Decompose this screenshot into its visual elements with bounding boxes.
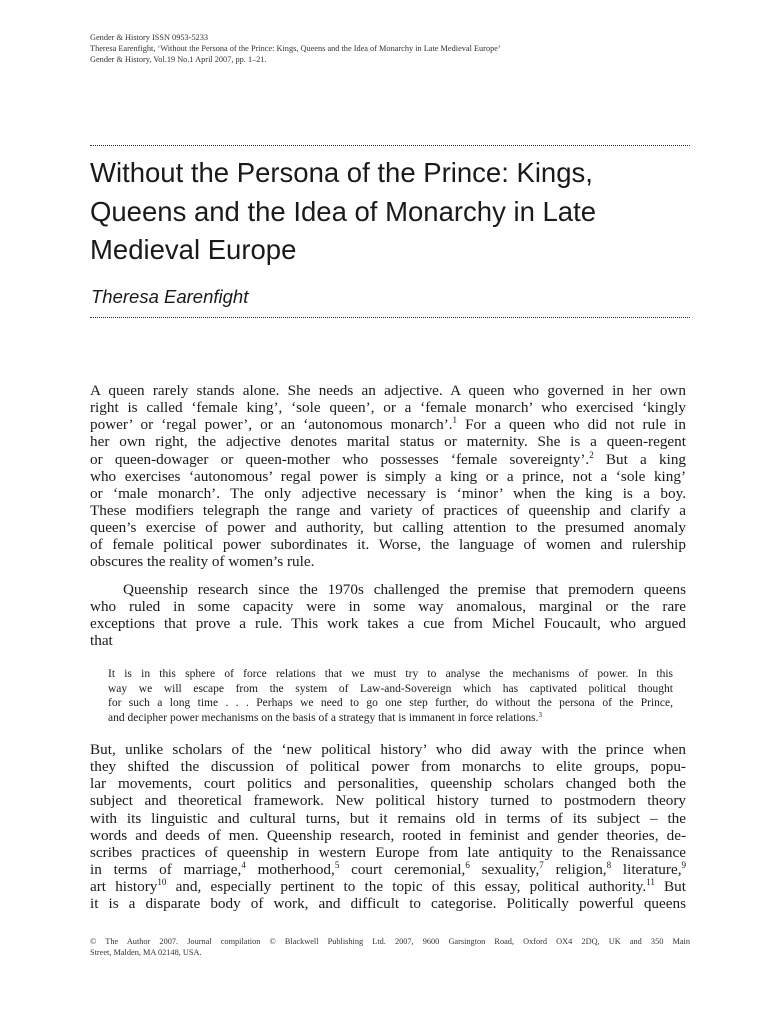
block-quote	[108, 667, 673, 725]
text-line: or queen-dowager or queen-mother who possesses ‘female sovereignty’.$^2$ But a king	[90, 450, 686, 468]
text-line: they shifted the discussion of political power from monarchs to elite groups, popu-	[90, 758, 686, 776]
text-line: with its linguistic and cultural turns, but it remains old in terms of its subject – the	[90, 809, 686, 827]
paragraph-1	[90, 382, 686, 571]
copyright-line: © The Author 2007. Journal compilation © Blackwell Publishing Ltd. 2007, 9600 Garsington Road, Oxford OX4 2DQ, UK and 350 Main	[90, 937, 690, 946]
text-line: obscures the reality of women’s rule.	[90, 553, 315, 571]
footnote-ref[interactable]: 7	[539, 860, 544, 870]
text-line: queen’s exercise of power and authority, but calling attention to the presumed anomaly	[90, 519, 686, 537]
quote-line: It is in this sphere of force relations that we must try to analyse the mechanisms of power. In this	[108, 668, 673, 680]
text-line: right is called ‘female king’, ‘sole queen’, or a ‘female monarch’ who exercised ‘kingly	[90, 399, 686, 417]
title-line-1: Without the Persona of the Prince: Kings,	[90, 157, 593, 188]
text-line: Queenship research since the 1970s challenged the premise that premodern queens	[123, 581, 686, 598]
footnote-ref[interactable]: 9	[681, 860, 686, 870]
text-line: A queen rarely stands alone. She needs an adjective. A queen who governed in her own	[90, 382, 686, 399]
paragraph-3	[90, 741, 686, 912]
footnote-ref[interactable]: 10	[157, 878, 167, 888]
text-line: in terms of marriage,$^4$ motherhood,$^5$ court ceremonial,$^6$ sexuality,$^7$ religion,$^8$ literature,$^9$	[90, 860, 686, 878]
article-author: Theresa Earenfight	[91, 286, 249, 307]
journal-header	[90, 32, 690, 65]
footnote-ref[interactable]: 4	[241, 860, 246, 870]
copyright-line: Street, Malden, MA 02148, USA.	[90, 948, 202, 957]
text-line: it is a disparate body of work, and difficult to categorise. Politically powerful queens	[90, 895, 686, 913]
paragraph-2	[90, 581, 686, 650]
text-line: her own right, the adjective denotes marital status or maternity. She is a queen-regent	[90, 433, 686, 451]
text-line: exceptions that prove a rule. This work takes a cue from Michel Foucault, who argued	[90, 615, 686, 633]
text-line: who ruled in some capacity were in some way anomalous, marginal or the rare	[90, 598, 686, 616]
text-line: art history$^{10}$ and, especially pertinent to the topic of this essay, political authority.$^{11}$ But	[90, 878, 686, 896]
text-line: But, unlike scholars of the ‘new political history’ who did away with the prince when	[90, 741, 686, 758]
footnote-ref[interactable]: 3	[538, 710, 542, 719]
article-title	[90, 154, 700, 270]
text-line: power’ or ‘regal power’, or an ‘autonomous monarch’.$^1$ For a queen who did not rule in	[90, 416, 686, 434]
footnote-ref[interactable]: 2	[589, 450, 594, 460]
text-line: or ‘male monarch’. The only adjective necessary is ‘minor’ when the king is a boy.	[90, 484, 686, 502]
footnote-ref[interactable]: 6	[465, 860, 470, 870]
footnote-ref[interactable]: 8	[606, 860, 612, 870]
text-line: of female political power subordinates it. Worse, the language of women and rulership	[90, 536, 686, 554]
journal-volume: Gender & History, Vol.19 No.1 April 2007, pp. 1–21.	[90, 55, 267, 64]
text-line: subject and theoretical framework. New political history turned to postmodern theory	[90, 792, 686, 810]
article-citation: Theresa Earenfight, ‘Without the Persona of the Prince: Kings, Queens and the Idea of Monarchy in Late Medieval Europe’	[90, 44, 501, 53]
footnote-ref[interactable]: 1	[452, 416, 458, 426]
quote-line: and decipher power mechanisms on the basis of a strategy that is immanent in force relations.$^3$	[108, 710, 542, 724]
journal-issn: Gender & History ISSN 0953-5233	[90, 33, 208, 42]
quote-line: way we will escape from the system of Law-and-Sovereign which has captivated political thought	[108, 682, 673, 695]
footnote-ref[interactable]: 5	[334, 860, 340, 870]
text-line: words and deeds of men. Queenship research, rooted in feminist and gender theories, de-	[90, 826, 686, 844]
quote-line: for such a long time . . . Perhaps we need to go one step further, do without the persona of the Prince,	[108, 697, 673, 710]
title-rule-bottom	[90, 317, 690, 318]
title-line-2: Queens and the Idea of Monarchy in Late	[90, 195, 597, 227]
text-line: who exercises ‘autonomous’ regal power is simply a king or a prince, not a ‘sole king’	[90, 467, 686, 485]
text-line: that	[90, 632, 113, 650]
title-rule-top	[90, 145, 690, 146]
footnote-ref[interactable]: 11	[646, 878, 655, 888]
text-line: These modifiers telegraph the range and variety of practices of queenship and clarify a	[90, 501, 686, 519]
copyright-footer	[90, 936, 690, 958]
text-line: lar movements, court politics and personalities, queenship scholars changed both the	[90, 775, 686, 793]
title-line-3: Medieval Europe	[90, 234, 297, 265]
text-line: scribes practices of queenship in western Europe from late antiquity to the Renaissance	[90, 843, 686, 861]
